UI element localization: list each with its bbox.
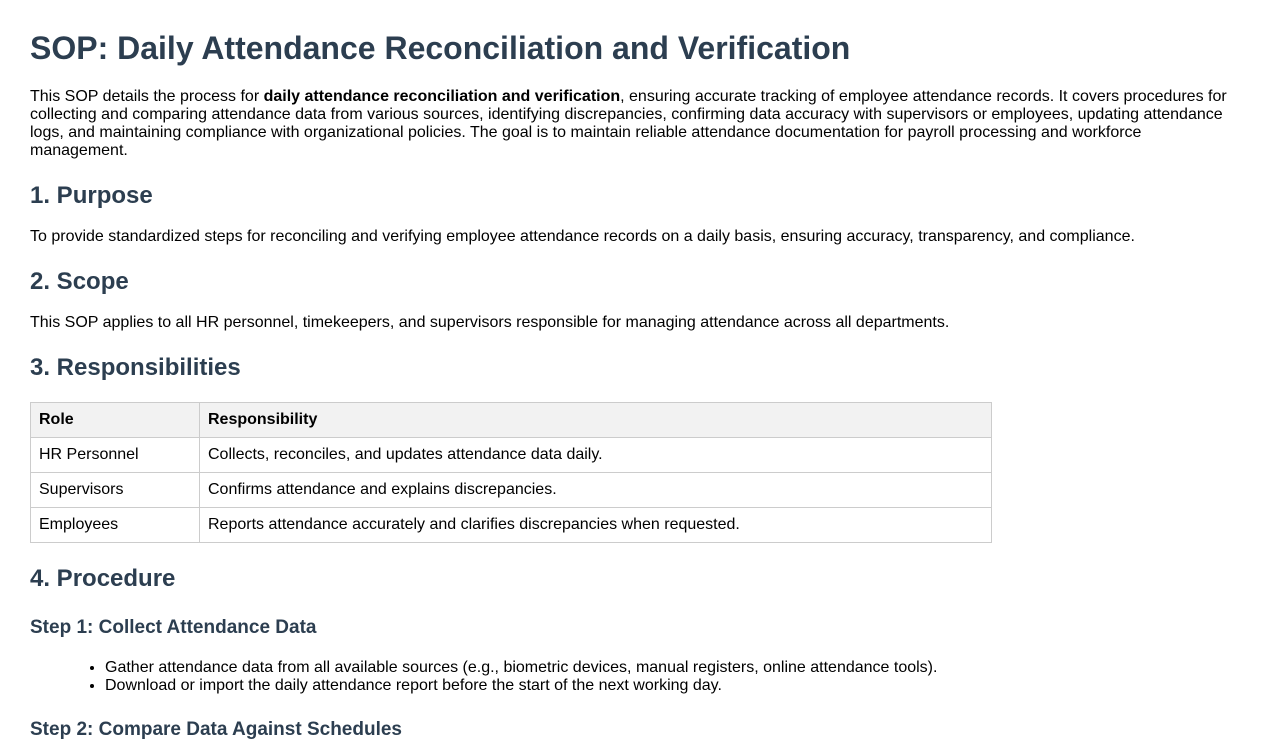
procedure-heading: 4. Procedure [30,565,176,592]
table-cell-role: HR Personnel [31,438,200,473]
step-2-title: Step 2: Compare Data Against Schedules [30,719,403,740]
table-cell-responsibility: Confirms attendance and explains discrepancies. [200,473,992,508]
list-item: • Download or import the daily attendance report before the start of the next working day. [105,677,1233,695]
column-header-responsibility: Responsibility [200,403,992,438]
scope-heading: 2. Scope [30,268,129,295]
list-item: • Gather attendance data from all available sources (e.g., biometric devices, manual registers, online attendance tools). [105,659,1233,677]
intro-text-after: , ensuring accurate tracking of employee attendance records. It covers procedures for collecting and comparing attendance data from various sources, identifying discrepancies, confirming data accuracy with supervisors or employees, updating attendance logs, and maintaining compliance with organizational policies. The goal is to maintain reliable attendance documentation for payroll processing and workforce management. [30,88,1227,159]
scope-text: This SOP applies to all HR personnel, timekeepers, and supervisors responsible for managing attendance across all departments. [30,314,950,331]
table-row [31,508,992,543]
table-cell-responsibility: Collects, reconciles, and updates attendance data daily. [200,438,992,473]
table-cell-responsibility: Reports attendance accurately and clarifies discrepancies when requested. [200,508,992,543]
page-title: SOP: Daily Attendance Reconciliation and Verification [30,30,851,66]
responsibilities-heading: 3. Responsibilities [30,354,241,381]
step-1-list [30,659,1233,695]
table-row [31,473,992,508]
intro-paragraph [30,88,1233,160]
purpose-text: To provide standardized steps for reconciling and verifying employee attendance records on a daily basis, ensuring accuracy, transparency, and compliance. [30,228,1135,245]
table-cell-role: Supervisors [31,473,200,508]
intro-text-before: This SOP details the process for [30,88,264,105]
table-cell-role: Employees [31,508,200,543]
responsibilities-table [30,402,992,543]
intro-bold-text: daily attendance reconciliation and verification [263,88,621,105]
column-header-role: Role [31,403,200,438]
table-row [31,438,992,473]
purpose-heading: 1. Purpose [30,182,153,209]
step-1-title: Step 1: Collect Attendance Data [30,617,317,638]
table-header-row [31,403,992,438]
